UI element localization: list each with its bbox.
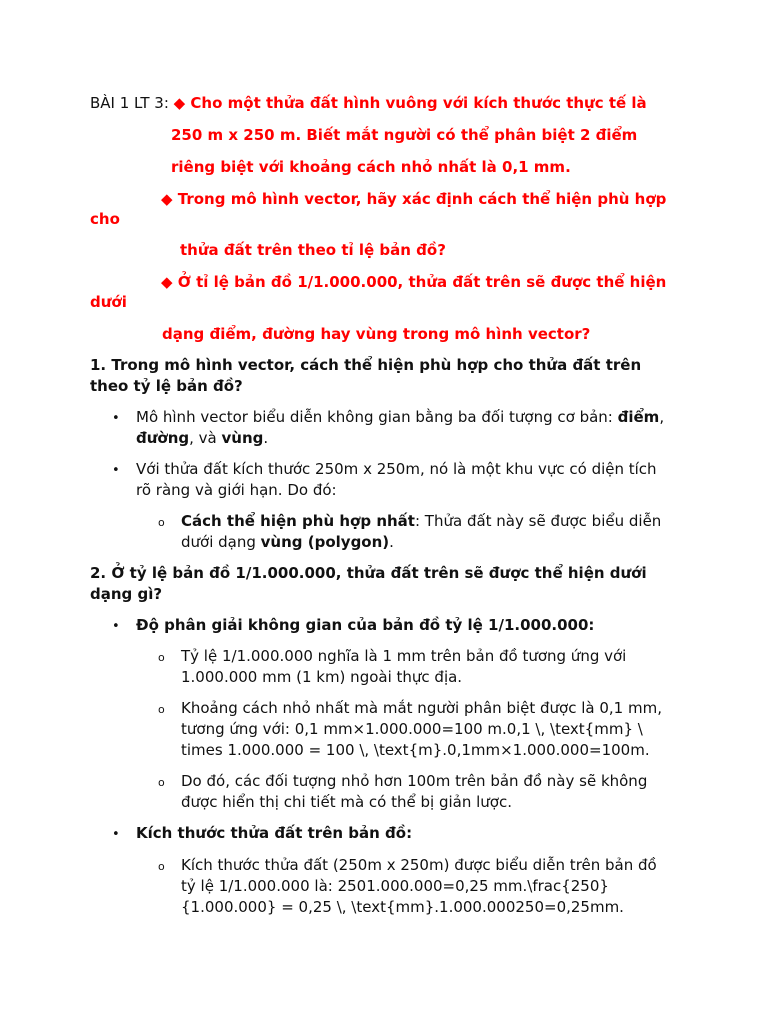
diamond-icon: ◆ xyxy=(173,94,186,112)
section-2-sub-bullet-4: Kích thước thửa đất (250m x 250m) được biểu diễn trên bản đồ tỷ lệ 1/1.000.000 là: 2501.000.000=0,25 mm.\frac{250}{1.000.000} = 0,25 \, \text{mm}.1.000.000250=0,25mm. xyxy=(181,856,657,916)
bullet-dot-icon: • xyxy=(112,411,120,426)
section-2-sub-bullet-3: Do đó, các đối tượng nhỏ hơn 100m trên bản đồ này sẽ không được hiển thị chi tiết mà có thể bị giản lược. xyxy=(181,772,648,811)
bullet-circle-icon: o xyxy=(158,703,165,716)
question-1-wrap: cho xyxy=(90,210,120,228)
diamond-icon: ◆ xyxy=(161,273,173,291)
intro-line-2: 250 m x 250 m. Biết mắt người có thể phân biệt 2 điểm xyxy=(171,126,638,144)
intro-line-3: riêng biệt với khoảng cách nhỏ nhất là 0,1 mm. xyxy=(171,158,571,176)
bullet-dot-icon: • xyxy=(112,463,120,478)
question-1-text: Trong mô hình vector, hãy xác định cách thể hiện phù hợp xyxy=(172,190,667,208)
bullet-dot-icon: • xyxy=(112,827,120,842)
term-diem: điểm xyxy=(617,408,660,426)
bullet-circle-icon: o xyxy=(158,516,165,529)
question-2-line-2: dạng điểm, đường hay vùng trong mô hình vector? xyxy=(162,325,591,343)
bullet-circle-icon: o xyxy=(158,651,165,664)
section-2-bullet-2: Kích thước thửa đất trên bản đồ: xyxy=(136,824,413,842)
bullet-dot-icon: • xyxy=(112,619,120,634)
diamond-icon: ◆ xyxy=(161,190,173,208)
term-duong: đường xyxy=(136,429,190,447)
question-2-line-1 xyxy=(161,272,666,292)
bullet-circle-icon: o xyxy=(158,860,165,873)
section-2-bullet-1: Độ phân giải không gian của bản đồ tỷ lệ 1/1.000.000: xyxy=(136,616,595,634)
section-1-bullet-1: Mô hình vector biểu diễn không gian bằng ba đối tượng cơ bản: điểm, đường, và vùng. xyxy=(136,408,665,447)
section-1-sub-bullet-1: Cách thể hiện phù hợp nhất: Thửa đất này sẽ được biểu diễn dưới dạng vùng (polygon). xyxy=(181,512,662,551)
question-2-text: Ở tỉ lệ bản đồ 1/1.000.000, thửa đất trên sẽ được thể hiện xyxy=(172,273,667,291)
question-1-line-2: thửa đất trên theo tỉ lệ bản đồ? xyxy=(180,241,446,259)
intro-text-1: Cho một thửa đất hình vuông với kích thước thực tế là xyxy=(185,94,647,112)
bullet-circle-icon: o xyxy=(158,776,165,789)
question-1-line-1 xyxy=(161,189,666,209)
section-1-bullet-2: Với thửa đất kích thước 250m x 250m, nó là một khu vực có diện tích rõ ràng và giới hạn. Do đó: xyxy=(136,460,657,499)
section-2-sub-bullet-2: Khoảng cách nhỏ nhất mà mắt người phân biệt được là 0,1 mm, tương ứng với: 0,1 mm×1.000.000=100 m.0,1 \, \text{mm} \ times 1.000.000 = 100 \, \text{m}.0,1mm×1.000.000=100m. xyxy=(181,699,662,759)
question-2-wrap: dưới xyxy=(90,293,127,311)
section-1-heading: 1. Trong mô hình vector, cách thể hiện phù hợp cho thửa đất trên theo tỷ lệ bản đồ? xyxy=(90,356,642,395)
exercise-label: BÀI 1 LT 3: xyxy=(90,94,174,112)
term-vung: vùng xyxy=(221,429,264,447)
section-2-sub-bullet-1: Tỷ lệ 1/1.000.000 nghĩa là 1 mm trên bản đồ tương ứng với 1.000.000 mm (1 km) ngoài thực địa. xyxy=(181,647,627,686)
intro-line-1 xyxy=(90,93,647,113)
section-2-heading: 2. Ở tỷ lệ bản đồ 1/1.000.000, thửa đất trên sẽ được thể hiện dưới dạng gì? xyxy=(90,564,647,603)
